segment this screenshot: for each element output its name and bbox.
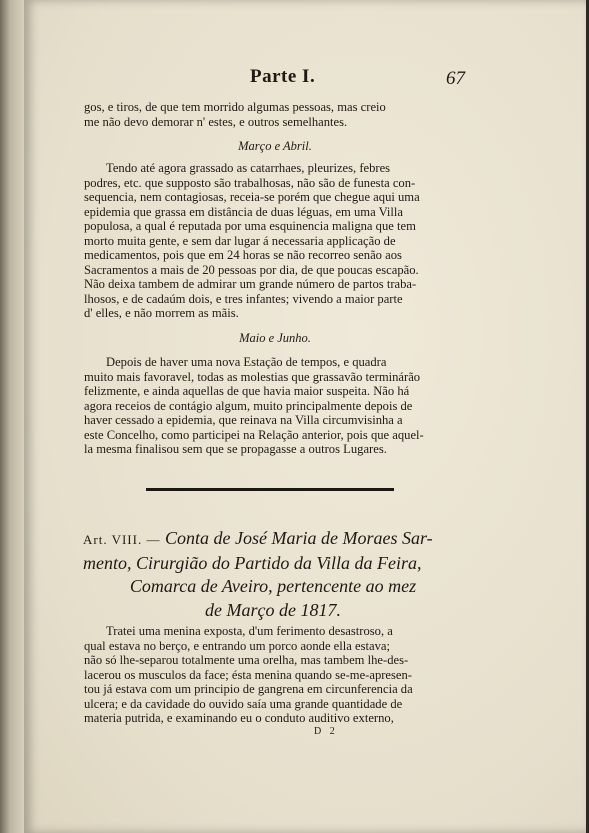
- article-heading: [83, 527, 463, 622]
- continued-paragraph: [84, 100, 464, 129]
- book-gutter: [0, 0, 24, 833]
- article-body-text: [84, 624, 466, 726]
- text-line: epidemia que grassa em distância de duas léguas, em uma Villa: [84, 204, 404, 219]
- text-line: materia putrida, e examinando eu o conduto auditivo externo,: [84, 711, 394, 725]
- article-title-line: Conta de José Maria de Moraes Sar-: [164, 528, 433, 548]
- book-page: [24, 0, 586, 833]
- text-line: Tratei uma menina exposta, d'um ferimento desastroso, a: [106, 624, 393, 638]
- text-line: gos, e tiros, de que tem morrido algumas pessoas, mas creio: [84, 100, 386, 114]
- section-march-april-text: [84, 161, 464, 321]
- section-heading-may-june: Maio e Junho.: [239, 331, 311, 345]
- text-line: não só lhe-separou totalmente uma orelha, mas tambem lhe-des-: [84, 653, 409, 667]
- text-line: populosa, a qual é reputada por uma esquinencia maligna que tem: [84, 219, 416, 233]
- page-number: 67: [446, 68, 465, 89]
- text-line: medicamentos, pois que em 24 horas se não recorreo senão aos: [84, 248, 402, 262]
- part-title: Parte I.: [250, 66, 316, 87]
- text-line: lacerou os musculos da face; ésta menina quando se-me-apresen-: [84, 667, 413, 682]
- text-line: ulcera; e da cavidade do ouvido saía uma grande quantidade de: [84, 696, 403, 711]
- signature-mark: D 2: [314, 726, 338, 737]
- text-line: sequencia, nem contagiosas, receia-se porém que chegue aqui uma: [84, 190, 420, 204]
- article-title-line: de Março de 1817.: [205, 599, 341, 620]
- text-line: Depois de haver uma nova Estação de tempos, e quadra: [106, 355, 387, 369]
- section-divider-rule: [146, 488, 394, 491]
- article-label: Art. VIII. —: [83, 532, 161, 547]
- text-line: felizmente, e ainda aquellas de que havia maior suspeita. Não há: [84, 384, 410, 398]
- text-line: este Concelho, como participei na Relação anterior, pois que aquel-: [84, 427, 424, 442]
- text-line: agora receios de contágio algum, muito principalmente depois de: [84, 398, 413, 413]
- text-line: Tendo até agora grassado as catarrhaes, pleurizes, febres: [106, 161, 391, 175]
- text-line: d' elles, e não morrem as mãis.: [84, 306, 239, 320]
- text-line: lhosos, e de cadaúm dois, e tres infantes; vivendo a maior parte: [84, 291, 403, 306]
- text-line: muito mais favoravel, todas as molestias que grassavão terminárão: [84, 369, 421, 384]
- text-line: qual estava no berço, e entrando um porco aonde ella estava;: [84, 638, 390, 653]
- text-line: me não devo demorar n' estes, e outros semelhantes.: [84, 114, 348, 129]
- text-line: morto muita gente, e sem dar lugar á necessaria applicação de: [84, 233, 396, 248]
- text-line: la mesma finalisou sem que se propagasse a outros Lugares.: [84, 442, 387, 456]
- text-line: Sacramentos a mais de 20 pessoas por dia, de que poucas escapão.: [84, 262, 419, 277]
- article-title-line: Comarca de Aveiro, pertencente ao mez: [129, 576, 417, 596]
- article-title-line: mento, Cirurgião do Partido da Villa da Feira,: [83, 552, 422, 573]
- running-header: [24, 66, 586, 92]
- section-may-june-text: [84, 355, 464, 457]
- text-line: podres, etc. que supposto são trabalhosas, não são de funesta con-: [84, 175, 416, 190]
- text-line: tou já estava com um principio de gangrena em circunferencia da: [84, 682, 413, 696]
- section-heading-march-april: Março e Abril.: [238, 139, 312, 153]
- text-line: haver cessado a epidemia, que reinava na Villa circumvisinha a: [84, 413, 403, 427]
- text-line: Não deixa tambem de admirar um grande número de partos traba-: [84, 277, 417, 291]
